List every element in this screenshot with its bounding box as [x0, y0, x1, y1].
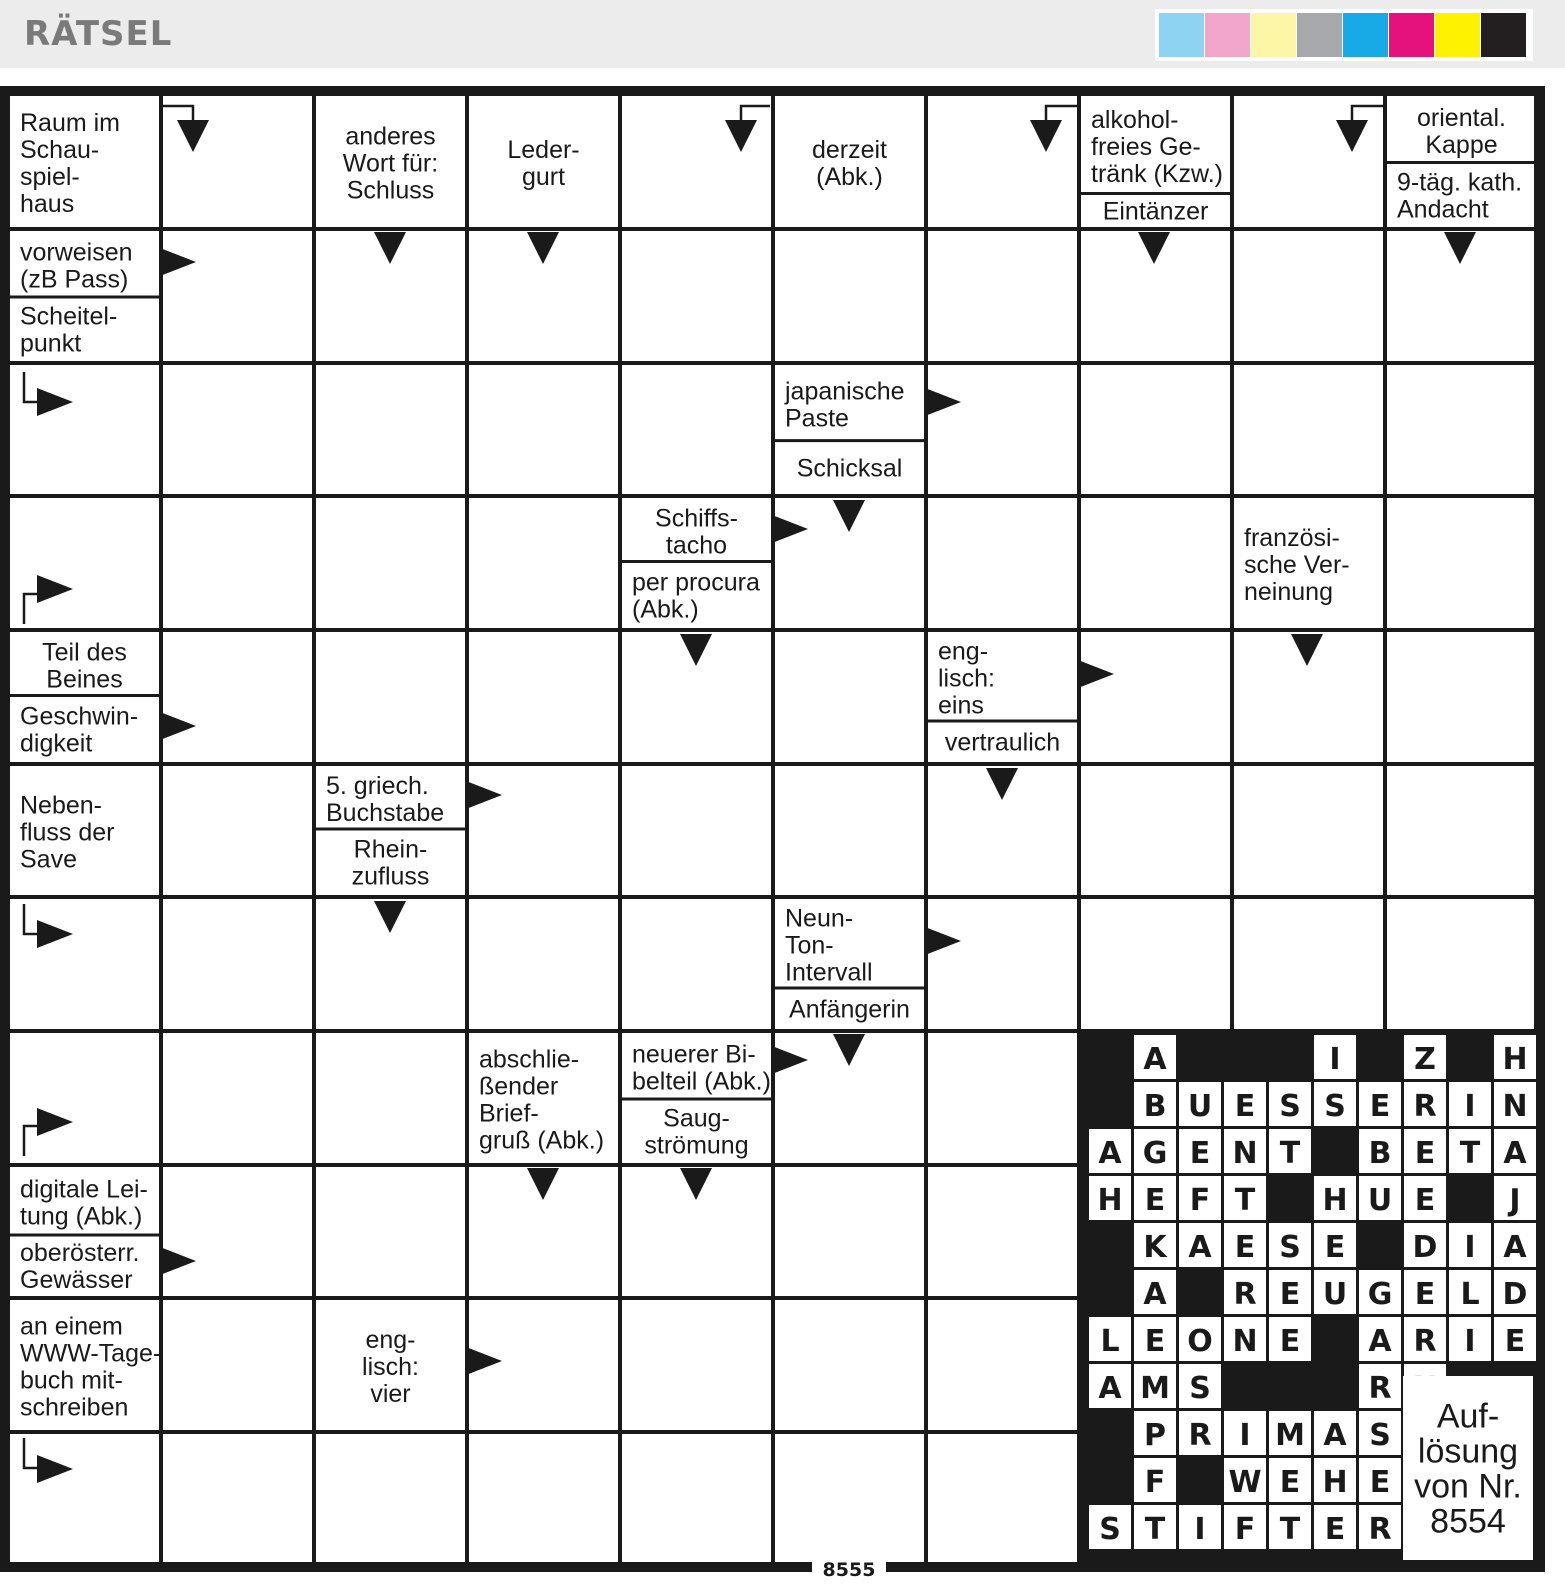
clue-text: per procura (Abk.) — [632, 568, 760, 624]
solution-letter: P — [1144, 1418, 1166, 1453]
solution-letter: S — [1279, 1230, 1301, 1265]
solution-letter: E — [1369, 1089, 1391, 1124]
clue-text: anderes Wort für: Schluss — [342, 122, 439, 205]
solution-letter: E — [1414, 1136, 1436, 1171]
clue-text: vorweisen (zB Pass) — [20, 238, 133, 294]
solution-letter: E — [1144, 1183, 1166, 1218]
clue-text: 5. griech. Buchstabe — [326, 772, 445, 828]
solution-letter: L — [1100, 1324, 1120, 1359]
solution-letter: G — [1142, 1136, 1168, 1171]
solution-letter: D — [1412, 1230, 1438, 1265]
page-title: RÄTSEL — [24, 14, 173, 54]
solution-letter: B — [1143, 1089, 1167, 1124]
solution-letter: E — [1369, 1465, 1391, 1500]
solution-letter: I — [1464, 1324, 1476, 1359]
swatch-light-pink — [1205, 13, 1250, 57]
solution-letter: E — [1234, 1230, 1256, 1265]
clue-text: Teil des Beines — [42, 638, 127, 694]
solution-letter: E — [1324, 1230, 1346, 1265]
solution-letter: A — [1368, 1324, 1392, 1359]
puzzle-number: 8555 — [822, 1559, 876, 1581]
clue-text: Schicksal — [796, 454, 903, 483]
solution-letter: A — [1098, 1371, 1122, 1406]
solution-letter: H — [1097, 1183, 1123, 1218]
solution-letter: W — [1228, 1465, 1262, 1500]
clue-text: oriental. Kappe — [1417, 103, 1506, 159]
solution-letter: B — [1368, 1136, 1392, 1171]
solution-letter: A — [1503, 1230, 1527, 1265]
solution-letter: E — [1189, 1136, 1211, 1171]
solution-letter: S — [1189, 1371, 1211, 1406]
clue-text: abschlie-ßender Brief-gruß (Abk.) — [479, 1045, 605, 1155]
clue-text: Neun-Ton-Intervall — [785, 904, 873, 987]
solution-letter: F — [1189, 1183, 1211, 1218]
solution-letter: H — [1322, 1465, 1348, 1500]
solution-letter: I — [1239, 1418, 1251, 1453]
solution-letter: H — [1322, 1183, 1348, 1218]
solution-letter: S — [1279, 1089, 1301, 1124]
solution-letter: T — [1279, 1512, 1301, 1547]
solution-letter: E — [1414, 1183, 1436, 1218]
solution-letter: K — [1143, 1230, 1167, 1265]
solution-letter: U — [1367, 1183, 1393, 1218]
solution-letter: A — [1143, 1277, 1167, 1312]
solution-letter: R — [1413, 1324, 1437, 1359]
solution-letter: H — [1502, 1042, 1528, 1077]
clue-text: vertraulich — [944, 728, 1061, 757]
solution-letter: F — [1234, 1512, 1256, 1547]
solution-letter: E — [1144, 1324, 1166, 1359]
solution-letter: T — [1459, 1136, 1481, 1171]
header-bar — [0, 0, 1565, 68]
solution-letter: M — [1275, 1418, 1305, 1453]
solution-letter: I — [1464, 1230, 1476, 1265]
clue-text: Leder-gurt — [507, 136, 580, 192]
clue-text: Geschwin-digkeit — [20, 702, 139, 758]
solution-letter: Z — [1414, 1042, 1436, 1077]
solution-letter: N — [1232, 1136, 1258, 1171]
solution-letter: T — [1144, 1512, 1166, 1547]
solution-letter: N — [1232, 1324, 1258, 1359]
swatch-gray — [1297, 13, 1342, 57]
solution-letter: E — [1234, 1089, 1256, 1124]
clue-text: Raum im Schau-spiel-haus — [20, 109, 121, 219]
solution-letter: R — [1413, 1089, 1437, 1124]
solution-letter: R — [1368, 1371, 1392, 1406]
swatch-yellow — [1435, 13, 1480, 57]
solution-letter: A — [1188, 1230, 1212, 1265]
solution-letter: I — [1464, 1089, 1476, 1124]
clue-text: 9-täg. kath. Andacht — [1397, 168, 1523, 224]
solution-letter: I — [1194, 1512, 1206, 1547]
solution-letter: O — [1187, 1324, 1213, 1359]
clue-text: japanische Paste — [785, 377, 905, 433]
solution-letter: R — [1233, 1277, 1257, 1312]
solution-letter: I — [1329, 1042, 1341, 1077]
clue-text: Rhein-zufluss — [351, 835, 430, 891]
swatch-black — [1481, 13, 1526, 57]
solution-letter: J — [1509, 1183, 1521, 1218]
solution-letter: D — [1502, 1277, 1528, 1312]
solution-letter: U — [1187, 1089, 1213, 1124]
clue-text: neuerer Bi-belteil (Abk.) — [632, 1040, 771, 1096]
solution-letter: L — [1460, 1277, 1480, 1312]
clue-text: Schiffs-tacho — [655, 504, 738, 560]
solution-letter: M — [1140, 1371, 1170, 1406]
clue-text: eng-lisch: vier — [362, 1326, 419, 1409]
clue-text: eng-lisch: eins — [938, 637, 995, 720]
solution-letter: R — [1368, 1512, 1392, 1547]
solution-letter: E — [1414, 1277, 1436, 1312]
clue-text: Neben-fluss der Save — [20, 791, 115, 874]
solution-letter: E — [1324, 1512, 1346, 1547]
clue-text: französi-sche Ver-neinung — [1244, 524, 1350, 607]
solution-letter: A — [1143, 1042, 1167, 1077]
solution-letter: A — [1323, 1418, 1347, 1453]
solution-letter: G — [1367, 1277, 1393, 1312]
clue-text: Saug-strömung — [644, 1104, 749, 1160]
solution-letter: S — [1369, 1418, 1391, 1453]
solution-letter: U — [1322, 1277, 1348, 1312]
clue-text: an einem WWW-Tage-buch mit-schreiben — [20, 1312, 162, 1422]
solution-letter: A — [1098, 1136, 1122, 1171]
solution-caption: Auf-lösung von Nr. 8554 — [1414, 1397, 1522, 1541]
solution-letter: S — [1324, 1089, 1346, 1124]
solution-letter: N — [1502, 1089, 1528, 1124]
solution-letter: F — [1144, 1465, 1166, 1500]
clue-text: oberösterr. Gewässer — [20, 1239, 140, 1295]
solution-letter: T — [1279, 1136, 1301, 1171]
clue-text: Scheitel-punkt — [20, 302, 118, 358]
solution-letter: A — [1503, 1136, 1527, 1171]
color-swatches — [1155, 9, 1533, 61]
solution-letter: E — [1504, 1324, 1526, 1359]
solution-letter: S — [1099, 1512, 1121, 1547]
solution-letter: E — [1279, 1324, 1301, 1359]
clue-text: digitale Lei-tung (Abk.) — [20, 1175, 148, 1231]
clue-text: alkohol-freies Ge-tränk (Kzw.) — [1091, 105, 1223, 188]
swatch-light-yellow — [1251, 13, 1296, 57]
clue-text: Eintänzer — [1102, 197, 1209, 226]
solution-letter: E — [1279, 1465, 1301, 1500]
solution-letter: R — [1188, 1418, 1212, 1453]
clue-text: derzeit (Abk.) — [811, 136, 888, 192]
solution-letter: E — [1279, 1277, 1301, 1312]
clue-text: Anfängerin — [789, 995, 910, 1024]
swatch-magenta — [1389, 13, 1434, 57]
swatch-cyan — [1343, 13, 1388, 57]
swatch-light-blue — [1159, 13, 1204, 57]
crossword-board — [0, 86, 1565, 1588]
solution-letter: T — [1234, 1183, 1256, 1218]
